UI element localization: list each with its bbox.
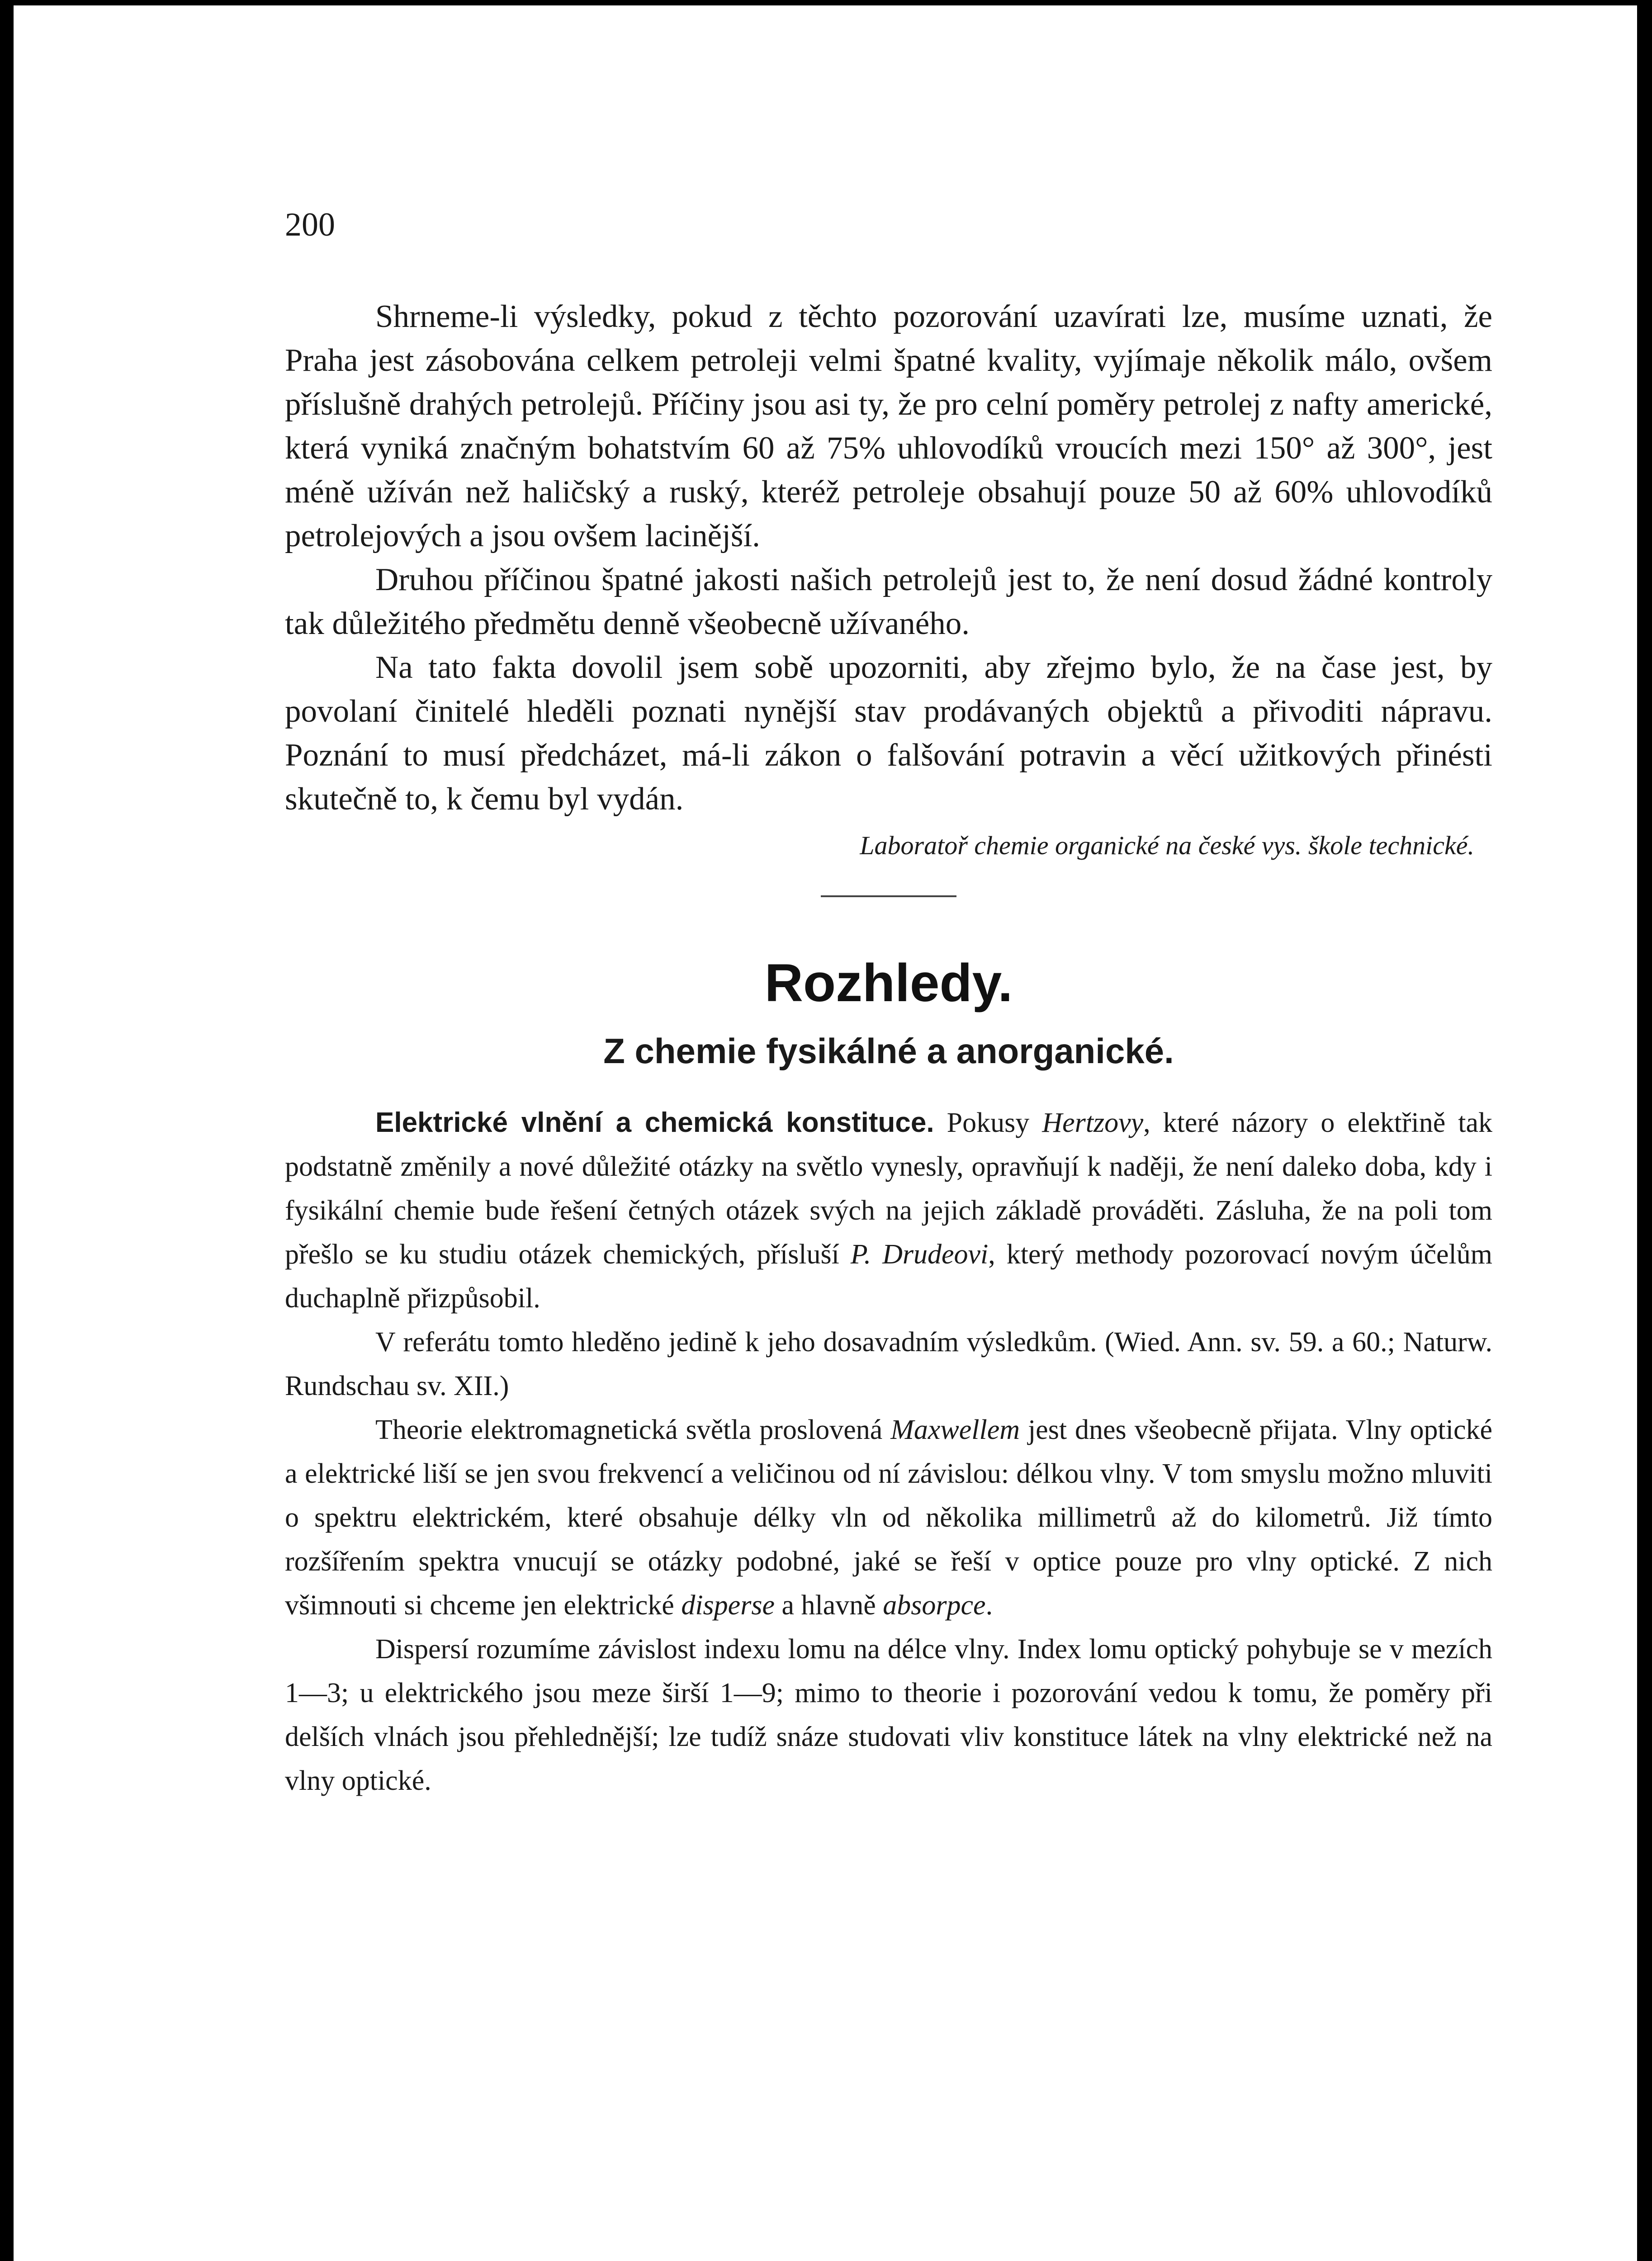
emphasis-disperse: disperse xyxy=(681,1590,775,1621)
text-span: a hlavně xyxy=(774,1590,883,1621)
closing-paragraph-1: Shrneme-li výsledky, pokud z těchto pozorování uzavírati lze, musíme uznati, že Praha jest zásobována celkem petroleji velmi špatné kvality, vyjímaje několik málo, ovšem příslušně drahých petrolejů. Příčiny jsou asi ty, že pro celní poměry petrolej z nafty americké, která vyniká značným bohatstvím 60 až 75% uhlovodíků vroucích mezi 150° až 300°, jest méně užíván než haličský a ruský, kteréž petroleje obsahují pouze 50 až 60% uhlovodíků petrolejových a jsou ovšem lacinější. xyxy=(285,299,1492,553)
text-span: Theorie elektromagnetická světla proslovená xyxy=(375,1414,891,1445)
closing-paragraph-2: Druhou příčinou špatné jakosti našich petrolejů jest to, že není dosud žádné kontroly tak důležitého předmětu denně všeobecně užívaného. xyxy=(285,562,1492,641)
text-span: Pokusy xyxy=(934,1107,1042,1138)
emphasis-hertz: Hertzovy xyxy=(1042,1107,1144,1138)
section-title: Rozhledy. xyxy=(764,953,1013,1013)
section-divider xyxy=(821,895,956,897)
text-span: jest dnes všeobecně přijata. Vlny optické a elektrické liší se jen svou frekvencí a veličinou od ní závislou: délkou vlny. V tom smyslu možno mluviti o spektru elektrickém, které obsahuje délky vln od několika millimetrů až do kilometrů. Již tímto rozšířením spektra vnucují se otázky podobné, jaké se řeší v optice pouze pro vlny optické. Z nich všimnouti si chceme jen elektrické xyxy=(285,1414,1492,1621)
article-paragraph-2: V referátu tomto hleděno jedině k jeho dosavadním výsledkům. (Wied. Ann. sv. 59. a 60.; Naturw. Rundschau sv. XII.) xyxy=(285,1327,1492,1401)
article-heading: Elektrické vlnění a chemická konstituce. xyxy=(375,1107,934,1138)
book-page xyxy=(14,5,1637,2261)
emphasis-absorpce: absorpce xyxy=(883,1590,986,1621)
article-paragraph-4: Dispersí rozumíme závislost indexu lomu na délce vlny. Index lomu optický pohybuje se v mezích 1—3; u elektrického jsou meze širší 1—9; mimo to theorie i pozorování vedou k tomu, že poměry při delších vlnách jsou přehlednější; lze tudíž snáze studovati vliv konstituce látek na vlny elektrické než na vlny optické. xyxy=(285,1634,1492,1796)
subsection-title: Z chemie fysikálné a anorganické. xyxy=(603,1031,1174,1071)
page-content xyxy=(285,204,1492,1803)
text-span: , které názory o elektřině tak podstatně změnily a nové důležité otázky na světlo vynesly, opravňují k naději, že není daleko doba, kdy i fysikální chemie bude řešení četných otázek svých na jejich základě prováděti. Zásluha, že na poli tom přešlo se ku studiu otázek chemických, přísluší xyxy=(285,1107,1493,1270)
text-span: , který methody pozorovací novým účelům duchaplně přizpůsobil. xyxy=(285,1239,1492,1314)
article-paragraph-1 xyxy=(285,1101,1492,1320)
emphasis-drude: P. Drudeovi xyxy=(850,1239,989,1270)
emphasis-maxwell: Maxwellem xyxy=(890,1414,1020,1445)
laboratory-signature: Laboratoř chemie organické na české vys. škole technické. xyxy=(860,831,1474,860)
page-number: 200 xyxy=(285,206,335,243)
text-span: . xyxy=(985,1590,993,1621)
closing-paragraph-3: Na tato fakta dovolil jsem sobě upozorniti, aby zřejmo bylo, že na čase jest, by povolaní činitelé hleděli poznati nynější stav prodávaných objektů a přivoditi nápravu. Poznání to musí předcházet, má-li zákon o falšování potravin a věcí užitkových přinésti skutečně to, k čemu byl vydán. xyxy=(285,650,1492,817)
article-paragraph-3 xyxy=(285,1408,1492,1627)
